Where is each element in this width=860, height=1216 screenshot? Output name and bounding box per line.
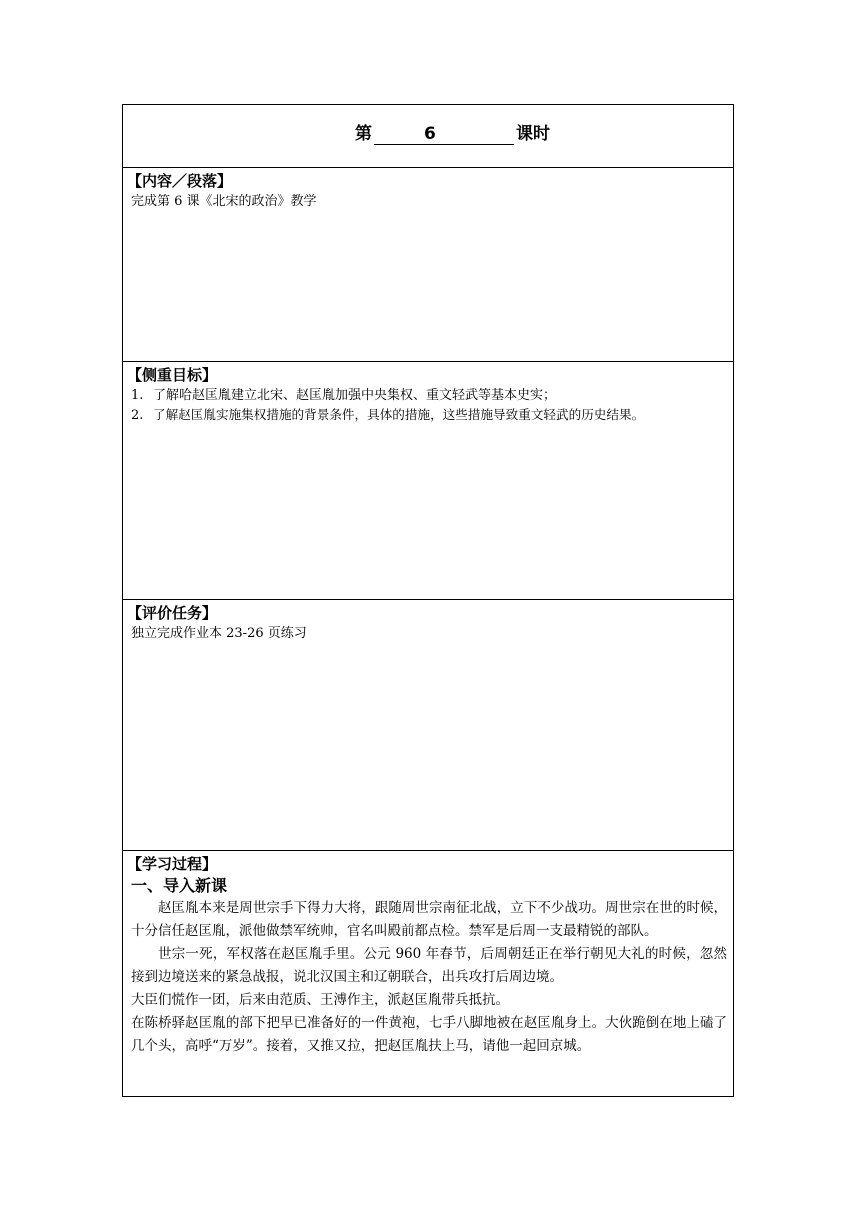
process-paragraph: 世宗一死，军权落在赵匡胤手里。公元 960 年春节，后周朝廷正在举行朝见大礼的时候，忽然接到边境送来的紧急战报，说北汉国主和辽朝联合，出兵攻打后周边境。: [131, 946, 727, 985]
process-heading: 【学习过程】: [127, 855, 218, 873]
goals-section: [123, 362, 733, 600]
process-paragraph: 在陈桥驿赵匡胤的部下把早已准备好的一件黄袍，七手八脚地被在赵匡胤身上。大伙跪倒在地上磕了几个头，高呼“万岁”。接着，又推又拉，把赵匡胤扶上马，请他一起回京城。: [131, 1015, 727, 1054]
title-suffix: 课时: [516, 124, 550, 144]
task-text: 独立完成作业本 23-26 页练习: [131, 626, 307, 641]
lesson-plan-table: [122, 104, 734, 1097]
task-section: [123, 600, 733, 851]
content-section: [123, 168, 733, 362]
goal-text: 了解哈赵匡胤建立北宋、赵匡胤加强中央集权、重文轻武等基本史实；: [153, 388, 557, 403]
intro-subheading: 一、导入新课: [131, 876, 228, 895]
content-heading: 【内容／段落】: [127, 172, 233, 190]
goal-item: [131, 405, 727, 425]
task-heading: 【评价任务】: [127, 604, 218, 622]
process-paragraph: 大臣们慌作一团，后来由范质、王溥作主，派赵匡胤带兵抵抗。: [131, 992, 509, 1008]
content-text: 完成第 6 课《北宋的政治》教学: [131, 194, 317, 209]
process-section: [123, 851, 733, 1096]
goal-text: 了解赵匡胤实施集权措施的背景条件，具体的措施，这些措施导致重文轻武的历史结果。: [153, 407, 645, 422]
goal-item: [131, 386, 727, 405]
goal-number: 2.: [131, 408, 144, 423]
title-row: [123, 105, 733, 168]
goals-heading: 【侧重目标】: [127, 366, 218, 384]
title-prefix: 第: [355, 124, 372, 144]
lesson-title: [355, 119, 550, 145]
lesson-number: 6: [374, 124, 514, 145]
goal-number: 1.: [131, 388, 144, 403]
process-paragraph: 赵匡胤本来是周世宗手下得力大将，跟随周世宗南征北战，立下不少战功。周世宗在世的时候，十分信任赵匡胤，派他做禁军统帅，官名叫殿前都点检。禁军是后周一支最精锐的部队。: [131, 900, 727, 939]
